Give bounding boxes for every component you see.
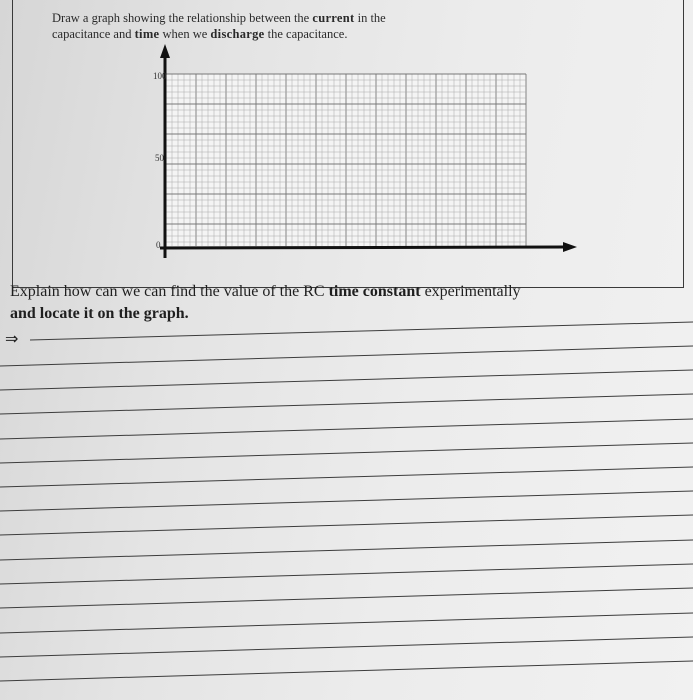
answer-ruled-line[interactable] — [0, 613, 693, 633]
y-tick-label-0: 0 — [156, 240, 161, 250]
q1-line2: capacitance and time when we discharge the capacitance. — [52, 27, 348, 41]
answer-ruled-line[interactable] — [0, 419, 693, 439]
answer-ruled-line[interactable] — [0, 637, 693, 657]
q2-line1: Explain how can we can find the value of the RC time constant experimentally — [10, 283, 521, 300]
answer-ruled-line[interactable] — [0, 515, 693, 535]
answer-ruled-line[interactable] — [0, 661, 693, 681]
q2-line2: and locate it on the graph. — [10, 305, 189, 322]
answer-ruled-line[interactable] — [0, 588, 693, 608]
y-tick-label-50: 50 — [155, 153, 164, 163]
rightwards-double-arrow-icon: ⇒ — [5, 329, 19, 348]
answer-ruled-line[interactable] — [30, 322, 693, 340]
answer-ruled-line[interactable] — [0, 346, 693, 366]
ruled-lines-group — [0, 322, 693, 681]
answer-ruled-line[interactable] — [0, 564, 693, 584]
answer-ruled-line[interactable] — [0, 467, 693, 487]
q1-line1: Draw a graph showing the relationship between the current in the — [52, 11, 386, 25]
answer-ruled-line[interactable] — [0, 540, 693, 560]
y-tick-label-100: 100 — [153, 71, 167, 81]
answer-ruled-line[interactable] — [0, 491, 693, 511]
answer-ruled-line[interactable] — [0, 370, 693, 390]
answer-ruled-line[interactable] — [0, 443, 693, 463]
answer-ruled-line[interactable] — [0, 394, 693, 414]
